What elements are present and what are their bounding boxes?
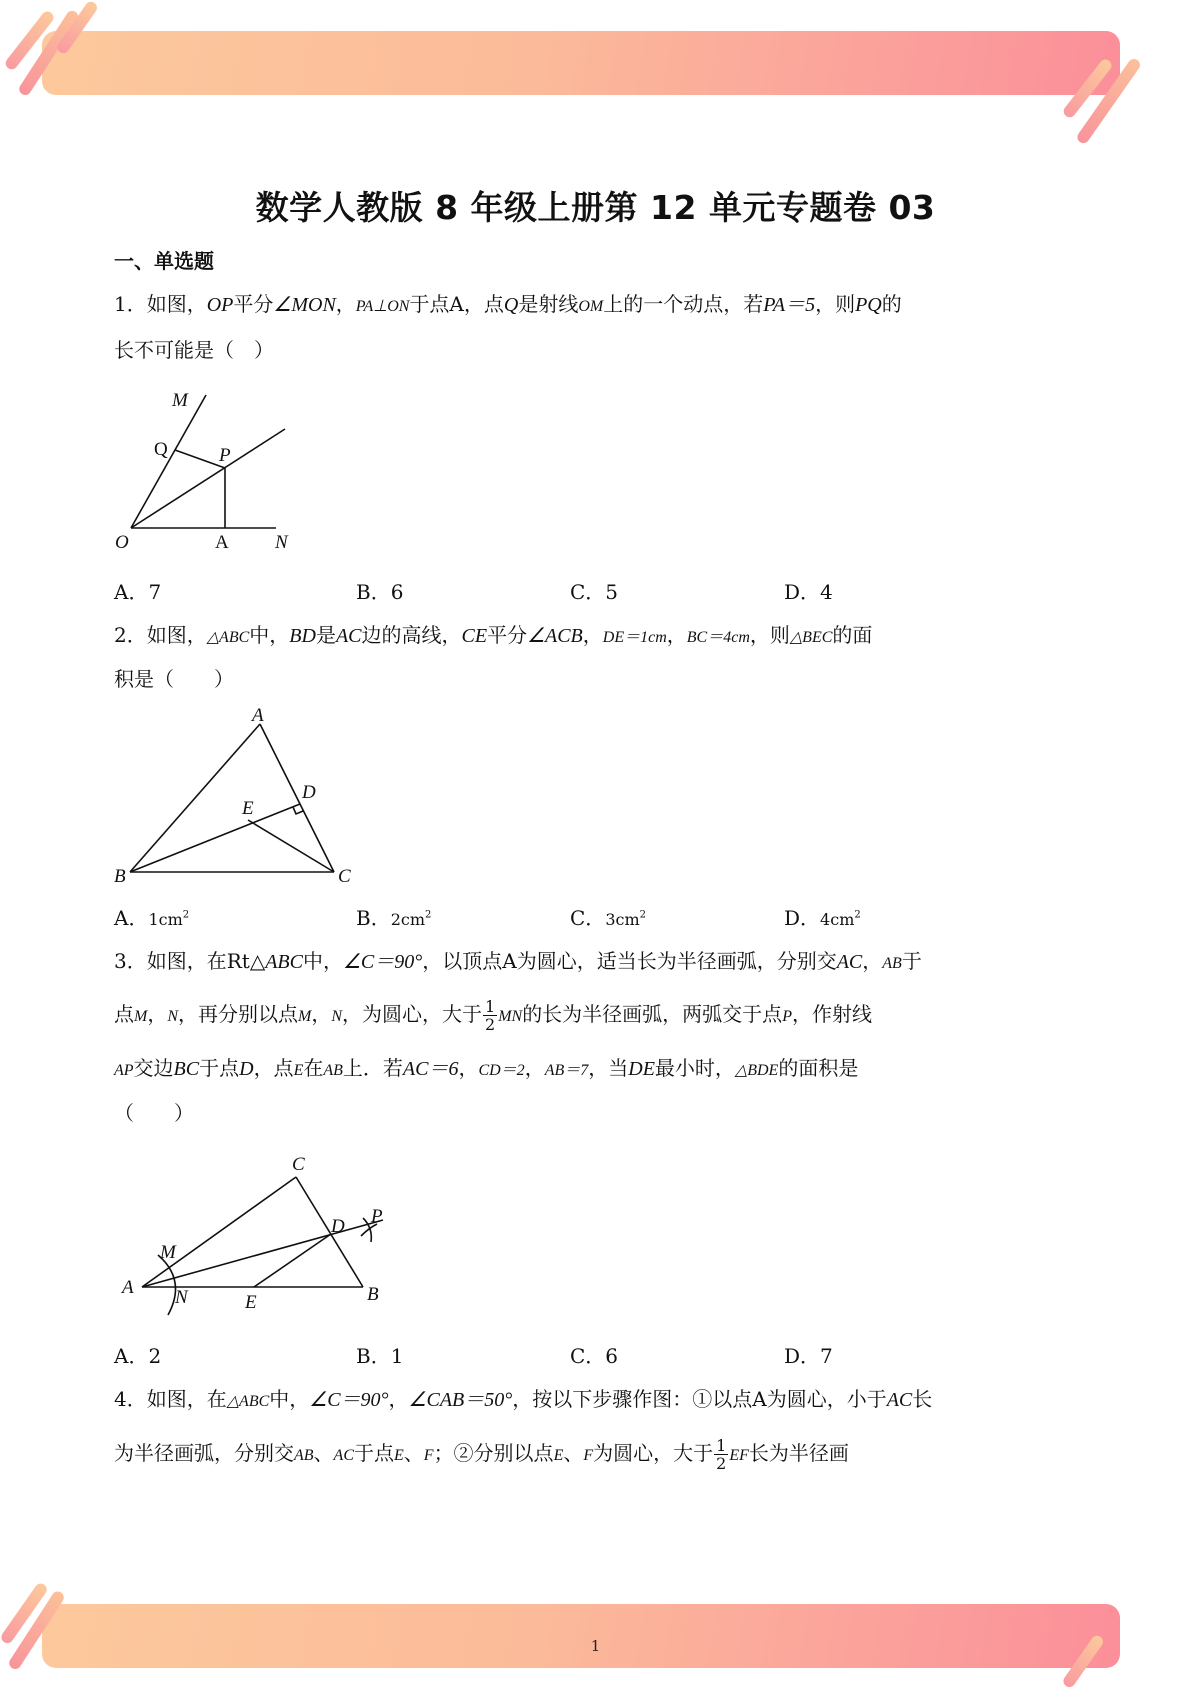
option-d[interactable]: D．4 [784, 580, 833, 604]
text: 是 [315, 623, 336, 647]
question-1-figure [110, 385, 310, 553]
text: 、 [403, 1441, 424, 1465]
label-m: M [160, 1242, 176, 1263]
option-d[interactable] [784, 902, 861, 931]
math: ∠ACB [527, 625, 583, 647]
text: ，则 [749, 623, 790, 647]
denominator: 2 [485, 1015, 496, 1034]
math: AC [886, 1389, 913, 1411]
numerator: 1 [485, 997, 496, 1016]
text: 上的一个动点，若 [603, 292, 764, 316]
option-a[interactable] [114, 902, 189, 931]
text: 点 [114, 1002, 134, 1026]
option-c[interactable] [570, 902, 646, 931]
question-3-options [114, 1340, 1014, 1370]
math: D [239, 1058, 254, 1080]
text: 、 [313, 1441, 334, 1465]
math: F [583, 1447, 594, 1464]
question-3-text-line-2 [114, 998, 1084, 1033]
math: △BDE [734, 1062, 779, 1079]
text: 中， [302, 949, 343, 973]
text: 中， [249, 623, 290, 647]
label-p: P [219, 445, 231, 466]
text: 于点 [354, 1441, 394, 1465]
question-2-text [114, 620, 1084, 653]
text: ， [388, 1387, 409, 1411]
label-n: N [275, 532, 288, 553]
question-3-text [114, 946, 1084, 979]
label-d: D [331, 1216, 345, 1237]
segment-de [254, 1234, 331, 1287]
option-exponent: 2 [182, 909, 190, 921]
math: AC [333, 1447, 354, 1464]
question-1-text-line-2: 长不可能是（ ） [114, 338, 274, 362]
text: 4．如图，在 [114, 1387, 227, 1411]
math: E [553, 1447, 564, 1464]
option-letter: D． [784, 906, 821, 930]
math: ∠CAB＝50° [408, 1389, 513, 1411]
document-title: 数学人教版 8 年级上册第 12 单元专题卷 03 [255, 188, 936, 227]
math: ∠MON [273, 294, 336, 316]
math: AB [323, 1062, 343, 1079]
text: 平分 [487, 623, 528, 647]
option-c[interactable]: C．6 [570, 1344, 619, 1368]
label-m: M [172, 390, 188, 411]
math: AB＝7 [544, 1062, 589, 1079]
label-n: N [175, 1287, 188, 1308]
option-value: 3cm [605, 910, 640, 929]
text: 3．如图，在Rt△ [114, 949, 266, 973]
text: 的 [881, 292, 902, 316]
option-value: 1cm [148, 910, 183, 929]
math: EF [729, 1447, 749, 1464]
section-heading: 一、单选题 [114, 249, 214, 273]
text: 上．若 [342, 1056, 403, 1080]
side-ab [130, 724, 260, 872]
label-d: D [302, 782, 316, 803]
text: ，点 [253, 1056, 294, 1080]
text: ，则 [815, 292, 856, 316]
text: 是射线 [518, 292, 579, 316]
math: ABC [265, 951, 303, 973]
option-b[interactable]: B．1 [356, 1344, 404, 1368]
math: DE＝1cm [602, 629, 667, 646]
text: ， [311, 1002, 332, 1026]
text: 2．如图， [114, 623, 207, 647]
math: DE [628, 1058, 655, 1080]
text: 于点 [199, 1056, 240, 1080]
ray-om [131, 395, 206, 528]
fraction-one-half [483, 998, 497, 1033]
label-e: E [245, 1292, 257, 1313]
text: ，作射线 [791, 1002, 872, 1026]
math: AC [836, 951, 863, 973]
math: PA⊥ON [355, 298, 410, 315]
math: AP [114, 1062, 134, 1079]
label-b: B [367, 1284, 379, 1305]
option-exponent: 2 [854, 909, 861, 921]
text: 的面积是 [778, 1056, 859, 1080]
text: 为半径画弧，分别交 [114, 1441, 294, 1465]
label-a: A [122, 1277, 134, 1298]
label-c: C [292, 1154, 305, 1175]
math: BC＝4cm [686, 629, 750, 646]
math: N [331, 1008, 342, 1025]
text: 在 [303, 1056, 324, 1080]
question-3-text-line-4: （ ） [114, 1101, 194, 1125]
math: E [293, 1062, 304, 1079]
math: CE [461, 625, 488, 647]
option-b[interactable] [356, 902, 431, 931]
header-banner [42, 31, 1120, 95]
math: OP [206, 294, 234, 316]
label-a: A [215, 532, 229, 553]
text: ，当 [588, 1056, 629, 1080]
text: 长为半径画 [748, 1441, 849, 1465]
math: PA＝5 [763, 294, 816, 316]
math: △ABC [226, 1393, 270, 1410]
segment-bd [130, 804, 300, 872]
math: OM [578, 298, 604, 315]
question-2-figure [112, 705, 362, 887]
math: ∠C＝90° [342, 951, 423, 973]
text: ，以顶点A为圆心，适当长为半径画弧，分别交 [422, 949, 837, 973]
option-c[interactable]: C．5 [570, 580, 619, 604]
text: ， [458, 1056, 479, 1080]
question-2-text-line-2: 积是（ ） [114, 667, 234, 691]
text: ， [524, 1056, 545, 1080]
text: 1．如图， [114, 292, 207, 316]
ray-ap [142, 1220, 383, 1287]
option-a[interactable]: A．7 [114, 580, 162, 604]
option-letter: A． [114, 906, 149, 930]
label-a: A [252, 705, 264, 726]
option-b[interactable]: B．6 [356, 580, 404, 604]
text: 的面 [832, 623, 873, 647]
math: AC [335, 625, 362, 647]
math: M [134, 1008, 148, 1025]
question-4-text-line-2 [114, 1437, 1084, 1472]
option-d[interactable]: D．7 [784, 1344, 833, 1368]
math: AB [294, 1447, 314, 1464]
denominator: 2 [716, 1454, 727, 1473]
math: BC [173, 1058, 200, 1080]
math: E [394, 1447, 404, 1464]
option-value: 2cm [390, 910, 426, 929]
text: 于点A，点 [409, 292, 504, 316]
question-2-options [114, 902, 1014, 932]
text: ， [666, 623, 687, 647]
math: AB [882, 955, 902, 972]
text: 为圆心，大于 [593, 1441, 714, 1465]
question-3-figure [115, 1150, 395, 1320]
option-value: 4cm [820, 910, 855, 929]
math: F [423, 1447, 434, 1464]
option-a[interactable]: A．2 [114, 1344, 162, 1368]
text: ，为圆心，大于 [342, 1002, 482, 1026]
page-number: 1 [590, 1637, 601, 1655]
text: 中， [269, 1387, 310, 1411]
math: N [167, 1008, 178, 1025]
math: ∠C＝90° [309, 1389, 389, 1411]
math: MN [498, 1008, 523, 1025]
label-q: Q [154, 439, 168, 460]
label-b: B [114, 866, 126, 887]
side-cb [296, 1177, 363, 1287]
question-1-text [114, 289, 1084, 322]
option-exponent: 2 [425, 909, 432, 921]
text: ，再分别以点 [178, 1002, 298, 1026]
text: 交边 [133, 1056, 174, 1080]
footer-banner [42, 1604, 1120, 1668]
text: ， [582, 623, 603, 647]
math: PQ [855, 294, 882, 316]
text: ；②分别以点 [433, 1441, 554, 1465]
text: 长 [912, 1387, 933, 1411]
text: 最小时， [654, 1056, 735, 1080]
math: △BEC [789, 629, 833, 646]
label-c: C [338, 866, 351, 887]
option-letter: B． [356, 906, 391, 930]
option-letter: C． [570, 906, 606, 930]
option-exponent: 2 [639, 909, 646, 921]
text: ， [147, 1002, 168, 1026]
question-3-text-line-3 [114, 1053, 1084, 1086]
numerator: 1 [716, 1436, 727, 1455]
math: AC＝6 [402, 1058, 459, 1080]
text: 的长为半径画弧，两弧交于点 [522, 1002, 783, 1026]
math: △ABC [206, 629, 250, 646]
segment-qp [175, 450, 225, 468]
math: P [782, 1008, 792, 1025]
math: CD＝2 [478, 1062, 525, 1079]
label-e: E [242, 798, 254, 819]
label-o: O [115, 532, 129, 553]
text: 边的高线， [361, 623, 462, 647]
math: BD [289, 625, 316, 647]
question-4-text [114, 1384, 1084, 1417]
text: 于 [901, 949, 922, 973]
label-p: P [371, 1206, 383, 1227]
math: M [298, 1008, 312, 1025]
question-1-options [114, 576, 1014, 606]
text: 平分 [233, 292, 274, 316]
text: ， [862, 949, 883, 973]
fraction-one-half [714, 1437, 728, 1472]
text: ，按以下步骤作图：①以点A为圆心，小于 [512, 1387, 887, 1411]
text: 、 [563, 1441, 584, 1465]
text: ， [335, 292, 356, 316]
math: Q [503, 294, 519, 316]
side-ac [142, 1177, 296, 1287]
